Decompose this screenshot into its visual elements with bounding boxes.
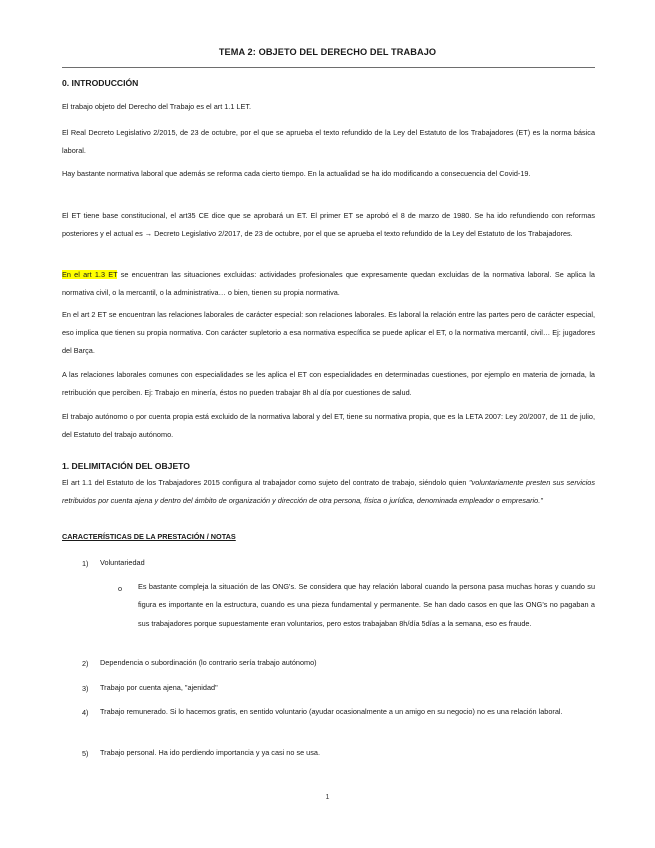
list-item: Trabajo por cuenta ajena, "ajenidad"	[100, 683, 218, 692]
list-item: Trabajo personal. Ha ido perdiendo importancia y ya casi no se usa.	[100, 748, 320, 757]
paragraph: A las relaciones laborales comunes con especialidades se les aplica el ET con especialidades en determinadas cuestiones, por ejemplo en materia de jornada, la retribución que perciben. Ej: Trabajo en minería, éstos no pueden trabajar 8h al día por cuestiones de salud.	[62, 370, 595, 398]
section-heading-intro: 0. INTRODUCCIÓN	[62, 78, 139, 88]
paragraph: En el art 2 ET se encuentran las relaciones laborales de carácter especial: son relaciones laborales. Es laboral la relación entre las partes pero de carácter especial, eso implica que tienen su propia normativa. Con carácter supletorio a esa normativa específica se puede aplicar el ET, o la normativa mercantil, civil… Ej: jugadores del Barça.	[62, 310, 595, 356]
paragraph: El Real Decreto Legislativo 2/2015, de 23 de octubre, por el que se aprueba el texto refundido de la Ley del Estatuto de los Trabajadores (ET) es la norma básica laboral.	[62, 128, 595, 156]
list-item: Trabajo remunerado. Si lo hacemos gratis, en sentido voluntario (ayudar ocasionalmente a un amigo en su negocio) no es una relación laboral.	[100, 707, 563, 716]
list-number: 3)	[82, 684, 89, 693]
quoted-definition: "voluntariamente presten sus servicios retribuidos por cuenta ajena y dentro del ámbito de organización y dirección de otra persona, física o jurídica, denominada empleador o empresario."	[62, 478, 595, 506]
title-divider	[62, 67, 595, 68]
list-item: Voluntariedad	[100, 558, 145, 567]
paragraph: El trabajo objeto del Derecho del Trabajo es el art 1.1 LET.	[62, 102, 252, 111]
list-number: 5)	[82, 749, 89, 758]
list-number: 2)	[82, 659, 89, 668]
paragraph: El ET tiene base constitucional, el art35 CE dice que se aprobará un ET. El primer ET se aprobó el 8 de marzo de 1980. Se ha ido refundiendo con reformas posteriores y el actual es → Decreto Legislativo 2/2017, de 23 de octubre, por el que se aprueba el texto refundido de la Ley del Estatuto de los Trabajadores.	[62, 211, 595, 239]
highlighted-text: En el art 1.3 ET	[62, 270, 118, 279]
list-number: 1)	[82, 559, 89, 568]
list-number: 4)	[82, 708, 89, 717]
bullet-item: Es bastante compleja la situación de las ONG's. Se considera que hay relación laboral cuando la persona pasa muchas horas y cuando su figura es importante en la estructura, cuando es una pieza fundamental y permanente. Se han dado casos en que las ONG's no pagaban a sus trabajadores porque supuestamente eran voluntarios, pero estos trabajaban 8h/día 5días a la semana, eso es fraude.	[138, 582, 595, 628]
section-heading-delimitacion: 1. DELIMITACIÓN DEL OBJETO	[62, 461, 190, 471]
subheading: CARACTERÍSTICAS DE LA PRESTACIÓN / NOTAS	[62, 532, 236, 541]
page-number: 1	[325, 794, 330, 801]
paragraph-text: El art 1.1 del Estatuto de los Trabajadores 2015 configura al trabajador como sujeto del contrato de trabajo, siéndolo quien	[62, 478, 469, 487]
paragraph: El trabajo autónomo o por cuenta propia está excluido de la normativa laboral y del ET, tiene su normativa propia, que es la LETA 2007: Ley 20/2007, de 11 de julio, del Estatuto del trabajo autónomo.	[62, 412, 595, 440]
paragraph-text: se encuentran las situaciones excluidas: actividades profesionales que expresamente quedan excluidas de la normativa laboral. Se aplica la normativa civil, o la mercantil, o la administrativa… o bien, tienen su propia normativa.	[62, 270, 595, 298]
list-item: Dependencia o subordinación (lo contrario sería trabajo autónomo)	[100, 658, 317, 667]
paragraph	[62, 474, 595, 510]
paragraph	[62, 266, 595, 302]
paragraph: Hay bastante normativa laboral que además se reforma cada cierto tiempo. En la actualidad se ha ido modificando a consecuencia del Covid-19.	[62, 169, 531, 178]
document-title: TEMA 2: OBJETO DEL DERECHO DEL TRABAJO	[218, 47, 437, 57]
bullet-marker: o	[118, 584, 123, 593]
paragraph	[62, 528, 595, 546]
